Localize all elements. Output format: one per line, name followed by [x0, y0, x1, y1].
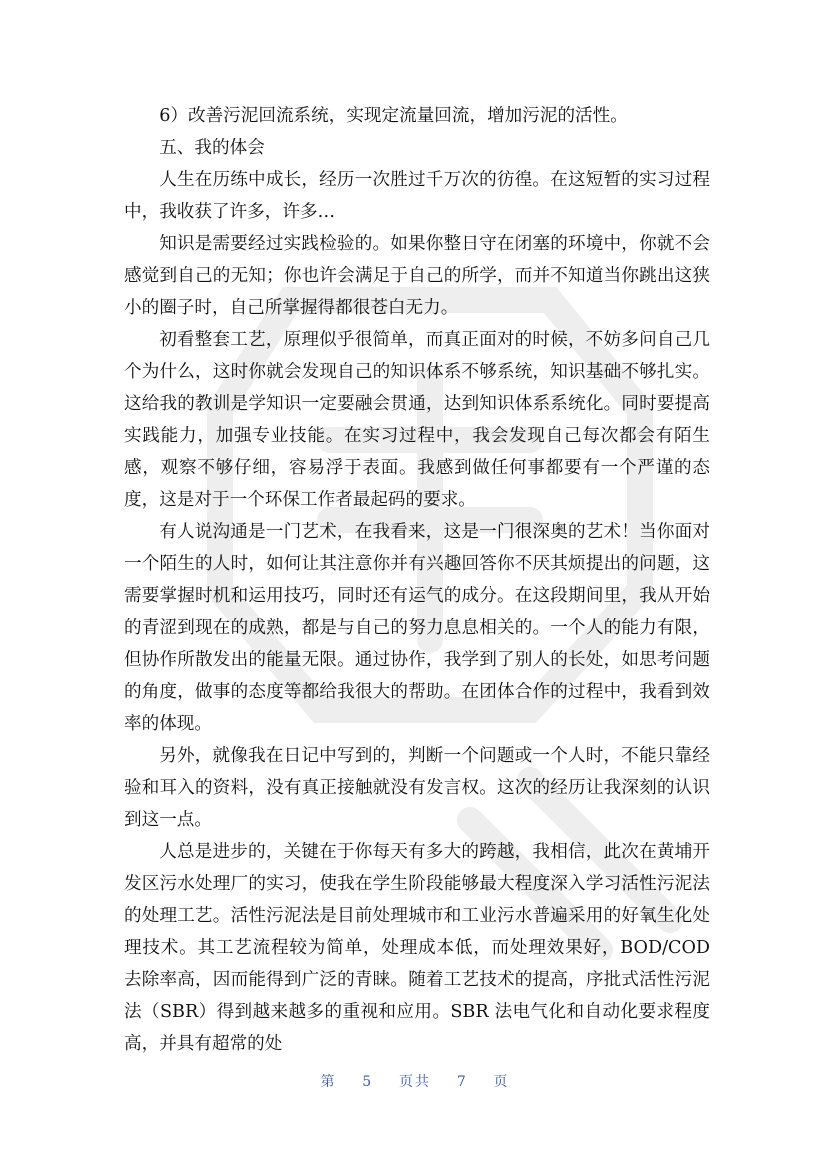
- footer-middle: 页共: [399, 1074, 431, 1090]
- paragraph-process: 初看整套工艺，原理似乎很简单，而真正面对的时候，不妨多问自己几个为什么，这时你就会发现自己的知识体系不够系统，知识基础不够扎实。这给我的教训是学知识一定要融会贯通，达到知识体系系统化。同时要提高实践能力，加强专业技能。在实习过程中，我会发现自己每次都会有陌生感，观察不够仔细，容易浮于表面。我感到做任何事都要有一个严谨的态度，这是对于一个环保工作者最起码的要求。: [124, 330, 710, 510]
- paragraph-diary: 另外，就像我在日记中写到的，判断一个问题或一个人时，不能只靠经验和耳入的资料，没有真正接触就没有发言权。这次的经历让我深刻的认识到这一点。: [124, 746, 710, 830]
- footer-total-pages: 7: [456, 1074, 468, 1090]
- paragraph-progress: 人总是进步的，关键在于你每天有多大的跨越，我相信，此次在黄埔开发区污水处理厂的实习，使我在学生阶段能够最大程度深入学习活性污泥法的处理工艺。活性污泥法是目前处理城市和工业污水普遍采用的好氧生化处理技术。其工艺流程较为简单，处理成本低，而处理效果好，BOD/COD 去除率高，因而能得到广泛的青睐。随着工艺技术的提高，序批式活性污泥法（SBR）得到越来越多的重视和应用。SBR 法电气化和自动化要求程度高，并具有超常的处: [124, 842, 710, 1054]
- paragraph-list-item-6: 6）改善污泥回流系统，实现定流量回流，增加污泥的活性。: [159, 106, 628, 126]
- paragraph-knowledge: 知识是需要经过实践检验的。如果你整日守在闭塞的环境中，你就不会感觉到自己的无知；你也许会满足于自己的所学，而并不知道当你跳出这狭小的圈子时，自己所掌握得都很苍白无力。: [124, 234, 710, 318]
- footer-current-page: 5: [362, 1074, 374, 1090]
- paragraph-communication: 有人说沟通是一门艺术，在我看来，这是一门很深奥的艺术！当你面对一个陌生的人时，如何让其注意你并有兴趣回答你不厌其烦提出的问题，这需要掌握时机和运用技巧，同时还有运气的成分。在这段期间里，我从开始的青涩到现在的成熟，都是与自己的努力息息相关的。一个人的能力有限，但协作所散发出的能量无限。通过协作，我学到了别人的长处，如思考问题的角度，做事的态度等都给我很大的帮助。在团体合作的过程中，我看到效率的体现。: [124, 522, 710, 734]
- document-body: [124, 100, 710, 1060]
- section-heading-my-experience: 五、我的体会: [159, 138, 265, 158]
- footer-suffix: 页: [493, 1074, 510, 1090]
- page-footer: [0, 1071, 830, 1091]
- footer-prefix: 第: [320, 1074, 337, 1090]
- paragraph-growth: 人生在历练中成长，经历一次胜过千万次的彷徨。在这短暂的实习过程中，我收获了许多，许多…: [124, 170, 710, 222]
